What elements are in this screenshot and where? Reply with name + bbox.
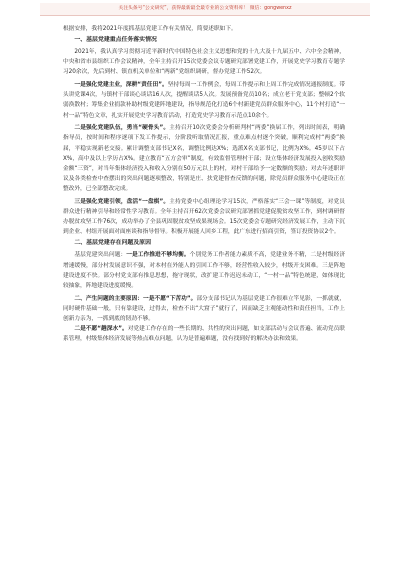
document-body — [63, 24, 345, 344]
promo-banner: 关注头条号“公文研究”，获得最新最全最专业的公文资料库！ 微信：gongwenxz — [40, 3, 370, 16]
section-1-point-1-text: 坚持每周一工作例会，每周工作提示和上周工作完成情况通报制度。带头讲党课4次，与镇村干部谈心谈话16人次，提醒谈话5人次。发展预备党员10名；成立老干党支部；整顿2个软弱涣散村；筹集企业捐款补助村级党建阵地建设，指导规范化打造6个村新建党员群众服务中心，11个村打造“一村一品”特色文章，扎实开展党史学习教育活动，打造党史学习教育示范点10余个。 — [63, 82, 346, 119]
section-1-heading: 一、基层党建重点任务落实情况 — [74, 37, 157, 44]
section-2-point-2-text: 对党建工作存在的一些长期的、共性的突出问题，如支部活动与会议普遍、流动党员联系管理，村级集体经济发展等热点难点问题，认为是普遍难题，没有找到好的解决办法和效果。 — [63, 326, 345, 343]
section-1-paragraph-1 — [63, 80, 345, 121]
section-2-intro: 基层党建突出问题： — [74, 252, 127, 259]
section-2-point-1-lead: 一是不愿“下苦功”。 — [143, 295, 197, 302]
section-2-subheading: 二、产生问题的主要原因： — [74, 295, 144, 302]
section-1-point-2-lead: 二是强化党建队伍，勇当“硬骨头”。 — [74, 125, 170, 132]
section-1-paragraph-2 — [63, 123, 345, 194]
section-2-point-2-lead: 二是不愿“趟深水”。 — [74, 326, 128, 333]
section-2-paragraph-2 — [63, 324, 345, 344]
section-1-point-1-lead: 一是强化党建主业，深耕“责任田”。 — [74, 82, 168, 89]
section-2-point-0-text: 个别党务工作者能力素质不高，党建业务不精，二是村级经济增速缓慢，部分村发展意识不强，对本村在外能人的引回工作不够，经营性收入较少，村级开支困难。三是阵地建设进度不快。部分村党支部有推息思想，拖守现状，改扩建工作迟迟未动工，“一村一品”特色统建，如体现比较抽象，阵地建设进度缓慢。 — [63, 252, 346, 289]
intro-paragraph: 根据安排，我将2021年度抓基层党建工作有关情况，简要述职如下。 — [63, 26, 237, 32]
section-2-point-0-lead: 一是工作推进不够均衡。 — [126, 252, 190, 259]
section-2-heading: 二、基层党建存在问题及原因 — [74, 240, 151, 247]
section-2-point-1-text: 部分支部书记认为基层党建工作很难立竿见影，一抓就就，同时硬件基础一般，只有靠建设，过得去，检查不出“大窟子”就行了，因而缺乏主观能动性和责任担当，工作上创新力亲为，一抓到底的韧劲不够。 — [63, 295, 346, 322]
section-1-paragraph-0: 2021年，我认真学习贯彻习近平新时代中国特色社会主义思想和党的十九大及十九届五中、六中全会精神，中央和省市县组织工作会议精神，全年主持召开15次党委会议专题研究部署党建工作，开展党史学习教育专题学习20余次，先后到村、镇直机关单位和“两新”党组织调研，督办党建工作52次。 — [63, 49, 345, 76]
section-2-paragraph-1 — [63, 294, 345, 324]
section-1-point-3-lead: 三是强化党建引领，盘活“一盘棋”。 — [74, 198, 170, 205]
section-1-point-2-text: 主持召开10次党委会分析研判村“两委”换届工作，列出时间表，明确指导员，按时间和程序逐项下发工作提示，分阶段听取情况汇报，重点难点村逐个突破，顺利完成村“两委”换届，平稳实现新老交接。累计调整支部书记X名，调整比例达X%；选派X名支部书记，比例为X%。45岁以下占X%，高中及以上学历占X%。建立教育“五方会审”制度，有效监督管理村干部；设立集体经济发展投入创收奖励金额“三资”，对当年集体经济投入和收入分别在50万元以上的村，对村干部给予一定数额的奖励；对去年述职评议及各类检查中查摆出的突出问题逐项整改，特别是庄、扶党建督查反馈的问题，除党员群众服务中心建设正在整改外，已全部整改完成。 — [63, 125, 345, 193]
section-1-paragraph-3 — [63, 197, 345, 238]
section-2-paragraph-0 — [63, 250, 345, 291]
section-1-point-3-text: 主持党委中心组理论学习15次，严格落实“三会一课”等制度，对党员群众进行精神引导和经常性学习教育。全年主持召开62次党委会议研究部署抓党建促脱贫攻坚工作，到村调研督办脱贫攻坚工作76次，成功举办了全县巩固脱贫攻坚成果现场会。15次党委会专题研究经济发展工作，主动下沉到企业、村组开展面对面座谈和指导督导。积极开展能人回乡工程，此广东进行招商引资，签订投资协议2个。 — [63, 198, 345, 236]
